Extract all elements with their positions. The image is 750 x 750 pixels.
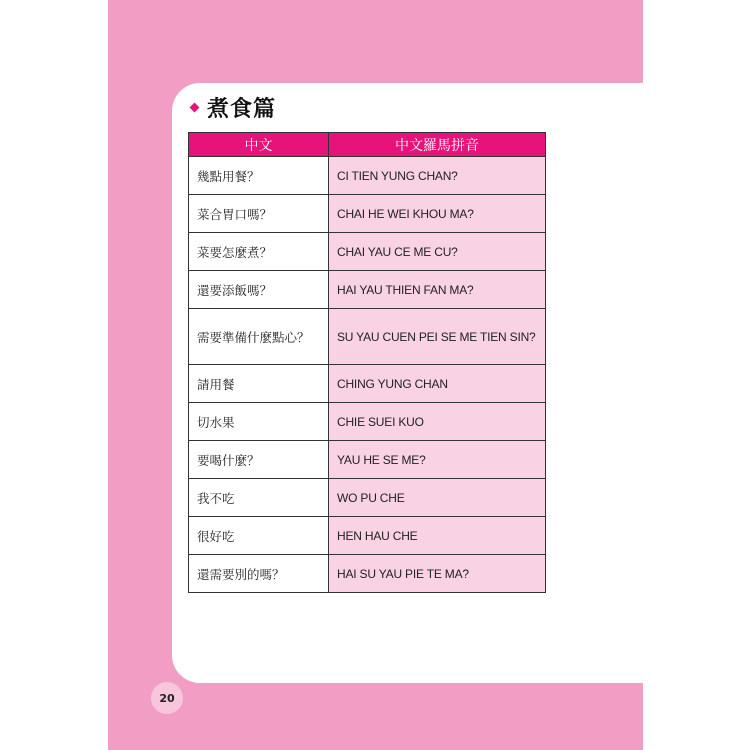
diamond-icon	[190, 102, 200, 112]
chinese-cell: 我不吃	[189, 479, 329, 517]
column-header-chinese: 中文	[189, 133, 329, 157]
romanization-cell: YAU HE SE ME?	[329, 441, 546, 479]
page-number: 20	[151, 682, 183, 714]
romanization-cell: CHAI HE WEI KHOU MA?	[329, 195, 546, 233]
chinese-cell: 還要添飯嗎？	[189, 271, 329, 309]
romanization-cell: CI TIEN YUNG CHAN?	[329, 157, 546, 195]
chinese-cell: 請用餐	[189, 365, 329, 403]
chinese-cell: 要喝什麼？	[189, 441, 329, 479]
romanization-cell: HAI SU YAU PIE TE MA?	[329, 555, 546, 593]
table-row	[189, 271, 546, 309]
chinese-cell: 還需要別的嗎？	[189, 555, 329, 593]
table-row	[189, 233, 546, 271]
section-title: 煮食篇	[207, 96, 277, 122]
romanization-cell: HEN HAU CHE	[329, 517, 546, 555]
phrase-table	[188, 132, 546, 593]
table-row	[189, 441, 546, 479]
chinese-cell: 很好吃	[189, 517, 329, 555]
chinese-cell: 需要準備什麼點心？	[189, 309, 329, 365]
table-header-row	[189, 133, 546, 157]
chinese-cell: 菜要怎麼煮？	[189, 233, 329, 271]
chinese-cell: 幾點用餐？	[189, 157, 329, 195]
romanization-cell: HAI YAU THIEN FAN MA?	[329, 271, 546, 309]
table-row	[189, 403, 546, 441]
column-header-romanization: 中文羅馬拼音	[329, 133, 546, 157]
chinese-cell: 切水果	[189, 403, 329, 441]
romanization-cell: CHAI YAU CE ME CU?	[329, 233, 546, 271]
table-row	[189, 555, 546, 593]
table-row	[189, 309, 546, 365]
romanization-cell: CHING YUNG CHAN	[329, 365, 546, 403]
table-row	[189, 195, 546, 233]
table-row	[189, 365, 546, 403]
romanization-cell: SU YAU CUEN PEI SE ME TIEN SIN?	[329, 309, 546, 365]
table-row	[189, 517, 546, 555]
table-row	[189, 157, 546, 195]
table-row	[189, 479, 546, 517]
chinese-cell: 菜合胃口嗎？	[189, 195, 329, 233]
romanization-cell: CHIE SUEI KUO	[329, 403, 546, 441]
romanization-cell: WO PU CHE	[329, 479, 546, 517]
section-heading	[188, 92, 276, 122]
